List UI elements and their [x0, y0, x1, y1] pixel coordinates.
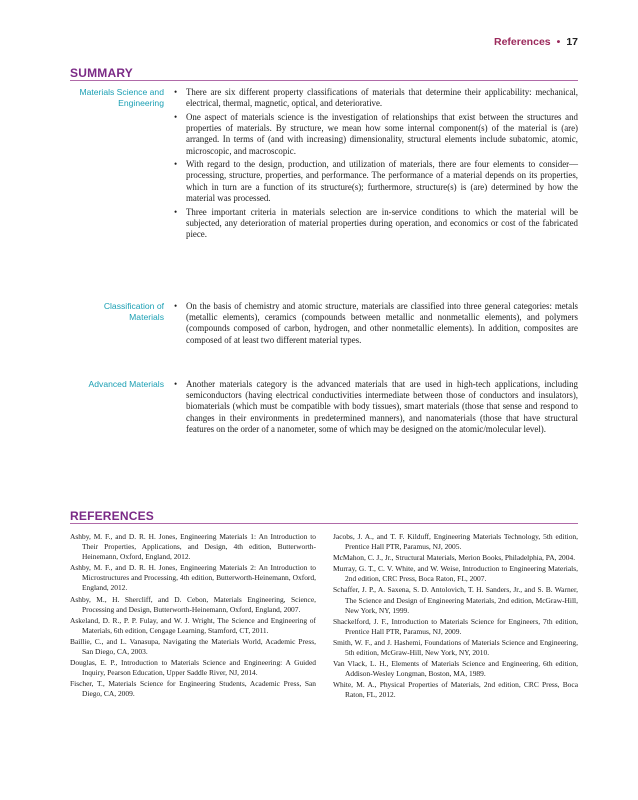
summary-rule	[70, 80, 578, 81]
reference-entry: Smith, W. F., and J. Hashemi, Foundations of Materials Science and Engineering, 5th edition, McGraw-Hill, New York, NY, 2010.	[333, 637, 578, 658]
summary-bullet: • On the basis of chemistry and atomic structure, materials are classified into three general categories: metals (metallic elements), ceramics (compounds between metallic and nonmetallic elements), and polymers (compounds composed of carbon, hydrogen, and other nonmetallic elements). In addition, composites are composed of at least two different material types.	[174, 301, 578, 345]
summary-heading: SUMMARY	[70, 66, 133, 80]
margin-label-materials-science: Materials Science and Engineering	[79, 87, 164, 108]
reference-entry: Jacobs, J. A., and T. F. Kilduff, Engineering Materials Technology, 5th edition, Prentice Hall PTR, Paramus, NJ, 2005.	[333, 532, 578, 552]
reference-entry: Douglas, E. P., Introduction to Materials Science and Engineering: A Guided Inquiry, Pearson Education, Upper Saddle River, NJ, 2014.	[70, 658, 316, 678]
references-heading: REFERENCES	[70, 509, 155, 523]
reference-entry: Ashby, M. F., and D. R. H. Jones, Engineering Materials 2: An Introduction to Microstructures and Processing, 4th edition, Butterworth-Heinemann, Oxford, England, 2012.	[70, 563, 316, 593]
bullet-dot: •	[174, 111, 178, 122]
bullet-list-advanced	[174, 379, 578, 438]
references-right-column	[333, 532, 578, 702]
reference-entry: Fischer, T., Materials Science for Engineering Students, Academic Press, San Diego, CA, 2009.	[70, 679, 316, 699]
margin-label-advanced: Advanced Materials	[88, 379, 164, 389]
reference-entry: Baillie, C., and L. Vanasupa, Navigating the Materials World, Academic Press, San Diego, CA, 2003.	[70, 636, 316, 657]
summary-bullet: • One aspect of materials science is the investigation of relationships that exist between the structures and properties of materials. By structure, we mean how some internal component(s) of the material is (are) arranged. In terms of (and with increasing) dimensionality, structural elements include subatomic, atomic, microscopic, and macroscopic.	[174, 111, 578, 156]
bullet-dot: •	[174, 87, 178, 97]
running-head-title: References	[494, 36, 551, 48]
running-head	[494, 36, 578, 48]
summary-bullet: • With regard to the design, production, and utilization of materials, there are four elements to consider—processing, structure, properties, and performance. The performance of a material depends on its properties, which in turn are a function of its structure(s); furthermore, structure(s) is (are) determined by how the material was processed.	[174, 159, 578, 203]
bullet-dot: •	[174, 301, 178, 311]
reference-entry: McMahon, C. J., Jr., Structural Materials, Merion Books, Philadelphia, PA, 2004.	[333, 553, 576, 563]
reference-entry: Askeland, D. R., P. P. Fulay, and W. J. Wright, The Science and Engineering of Materials, 6th edition, Cengage Learning, Stamford, CT, 2011.	[70, 615, 316, 635]
references-rule	[70, 523, 578, 524]
summary-bullet: • There are six different property classifications of materials that determine their applicability: mechanical, electrical, thermal, magnetic, optical, and deteriorative.	[174, 87, 578, 109]
summary-bullet: • Three important criteria in materials selection are in-service conditions to which the material will be subjected, any deterioration of material properties during operation, and economics or cost of the fabricated piece.	[174, 206, 578, 239]
references-left-column	[70, 532, 316, 701]
reference-entry: Ashby, M., H. Shercliff, and D. Cebon, Materials Engineering, Science, Processing and Design, Butterworth-Heinemann, Oxford, England, 2007.	[70, 594, 316, 614]
reference-entry: Schaffer, J. P., A. Saxena, S. D. Antolovich, T. H. Sanders, Jr., and S. B. Warner, The Science and Design of Engineering Materials, 2nd edition, McGraw-Hill, New York, NY, 1999.	[333, 585, 578, 615]
bullet-list-classification	[174, 301, 578, 348]
reference-entry: Shackelford, J. F., Introduction to Materials Science for Engineers, 7th edition, Prentice Hall PTR, Paramus, NJ, 2009.	[333, 616, 578, 636]
bullet-dot: •	[174, 206, 178, 217]
bullet-list-materials-science	[174, 87, 578, 243]
bullet-dot: •	[174, 159, 178, 170]
reference-entry: White, M. A., Physical Properties of Materials, 2nd edition, CRC Press, Boca Raton, FL, 2012.	[333, 680, 578, 700]
running-head-separator: •	[556, 36, 561, 48]
reference-entry: Ashby, M. F., and D. R. H. Jones, Engineering Materials 1: An Introduction to Their Properties, Applications, and Design, 4th edition, Butterworth-Heinemann, Oxford, England, 2012.	[70, 532, 316, 562]
page-number: 17	[566, 36, 578, 48]
summary-bullet: • Another materials category is the advanced materials that are used in high-tech applications, including semiconductors (having electrical conductivities intermediate between those of conductors and insulators), biomaterials (which must be compatible with body tissues), smart materials (those that sense and respond to changes in their environments in predetermined manners), and nanomaterials (those that have structural features on the order of a nanometer, some of which may be designed on the atomic/molecular level).	[174, 379, 578, 434]
reference-entry: Van Vlack, L. H., Elements of Materials Science and Engineering, 6th edition, Addison-Wesley Longman, Boston, MA, 1989.	[333, 659, 578, 679]
margin-label-classification: Classification of Materials	[103, 301, 164, 322]
bullet-dot: •	[174, 379, 178, 389]
reference-entry: Murray, G. T., C. V. White, and W. Weise, Introduction to Engineering Materials, 2nd edition, CRC Press, Boca Raton, FL, 2007.	[333, 564, 578, 584]
